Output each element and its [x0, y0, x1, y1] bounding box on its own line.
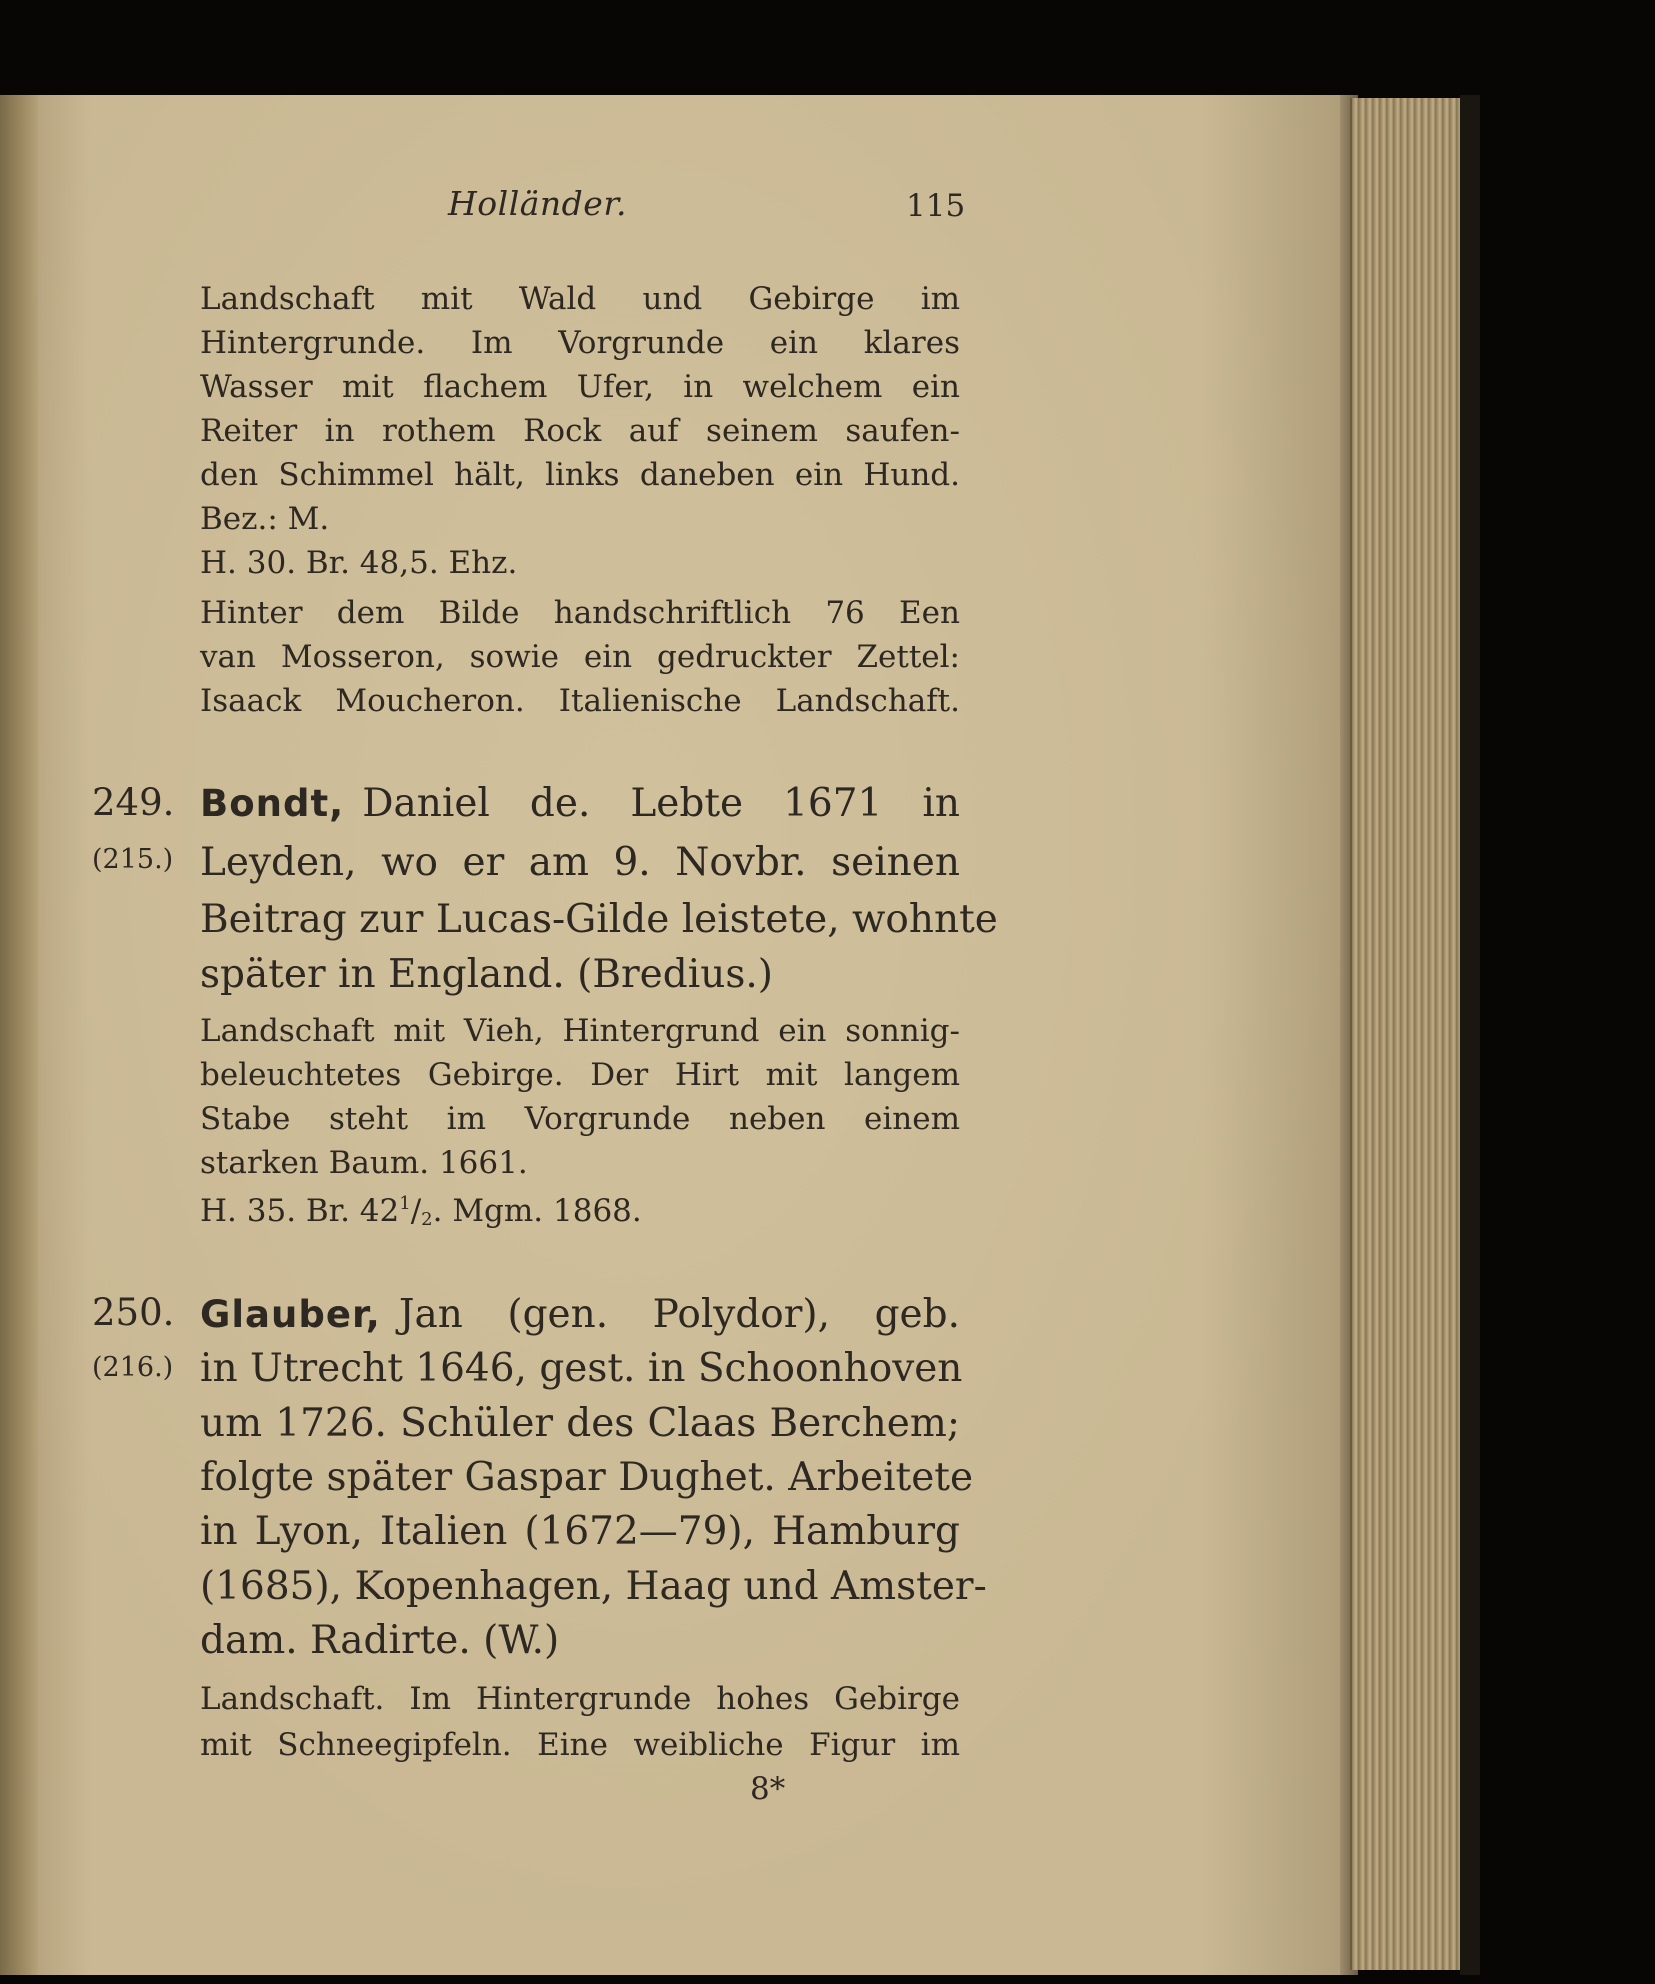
artist-name: Glauber, — [200, 1293, 381, 1336]
text-line: Hinter dem Bilde handschriftlich 76 Een — [200, 595, 960, 631]
entry-number: 249. — [92, 781, 175, 824]
text-line: Isaack Moucheron. Italienische Landschaft. — [200, 683, 960, 719]
running-title: Holländer. — [448, 184, 627, 223]
text-line: Leyden, wo er am 9. Novbr. seinen — [200, 840, 960, 885]
signature-mark: 8* — [750, 1771, 786, 1807]
text-line: den Schimmel hält, links daneben ein Hund. — [200, 457, 960, 493]
text-line: Landschaft. Im Hintergrunde hohes Gebirge — [200, 1681, 960, 1717]
text-line: in Utrecht 1646, gest. in Schoonhoven — [200, 1346, 963, 1391]
fraction-numerator: 1 — [399, 1193, 411, 1214]
dimensions: H. 30. Br. 48,5. Ehz. — [200, 545, 518, 581]
dimensions-text: . Mgm. 1868. — [432, 1193, 642, 1229]
text-line: folgte später Gaspar Dughet. Arbeitete — [200, 1455, 974, 1500]
entry-heading — [200, 777, 960, 831]
text-line: Reiter in rothem Rock auf seinem saufen- — [200, 413, 960, 449]
page-number: 115 — [906, 188, 966, 224]
text-line: Hintergrunde. Im Vorgrunde ein klares — [200, 325, 960, 361]
dimensions-text: H. 35. Br. 42 — [200, 1193, 400, 1229]
text-line: später in England. (Bredius.) — [200, 952, 773, 997]
text-line: Wasser mit flachem Ufer, in welchem ein — [200, 369, 960, 405]
dimensions — [200, 1190, 642, 1232]
entry-number: 250. — [92, 1291, 175, 1334]
text-line: van Mosseron, sowie ein gedruckter Zettel: — [200, 639, 960, 675]
signature-note: Bez.: M. — [200, 501, 330, 537]
text-line: starken Baum. 1661. — [200, 1145, 528, 1181]
text-line: um 1726. Schüler des Claas Berchem; — [200, 1401, 960, 1446]
text-line: (1685), Kopenhagen, Haag und Amster- — [200, 1564, 987, 1609]
text-line: mit Schneegipfeln. Eine weibliche Figur im — [200, 1727, 960, 1763]
text-line: Beitrag zur Lucas-Gilde leistete, wohnte — [200, 897, 998, 942]
text-line: Daniel de. Lebte 1671 in — [362, 781, 960, 826]
text-line: in Lyon, Italien (1672—79), Hamburg — [200, 1509, 960, 1554]
artist-name: Bondt, — [200, 782, 345, 825]
old-catalogue-number: (216.) — [92, 1352, 174, 1383]
text-line: beleuchtetes Gebirge. Der Hirt mit langem — [200, 1057, 960, 1093]
text-line: Stabe steht im Vorgrunde neben einem — [200, 1101, 960, 1137]
text-line: Landschaft mit Wald und Gebirge im — [200, 281, 960, 317]
entry-heading — [200, 1288, 960, 1342]
text-line: Landschaft mit Vieh, Hintergrund ein sonnig- — [200, 1013, 960, 1049]
old-catalogue-number: (215.) — [92, 844, 174, 875]
fraction-denominator: 2 — [421, 1209, 433, 1230]
text-line: Jan (gen. Polydor), geb. — [398, 1292, 960, 1337]
text-line: dam. Radirte. (W.) — [200, 1618, 560, 1663]
fraction-slash: / — [410, 1193, 422, 1229]
